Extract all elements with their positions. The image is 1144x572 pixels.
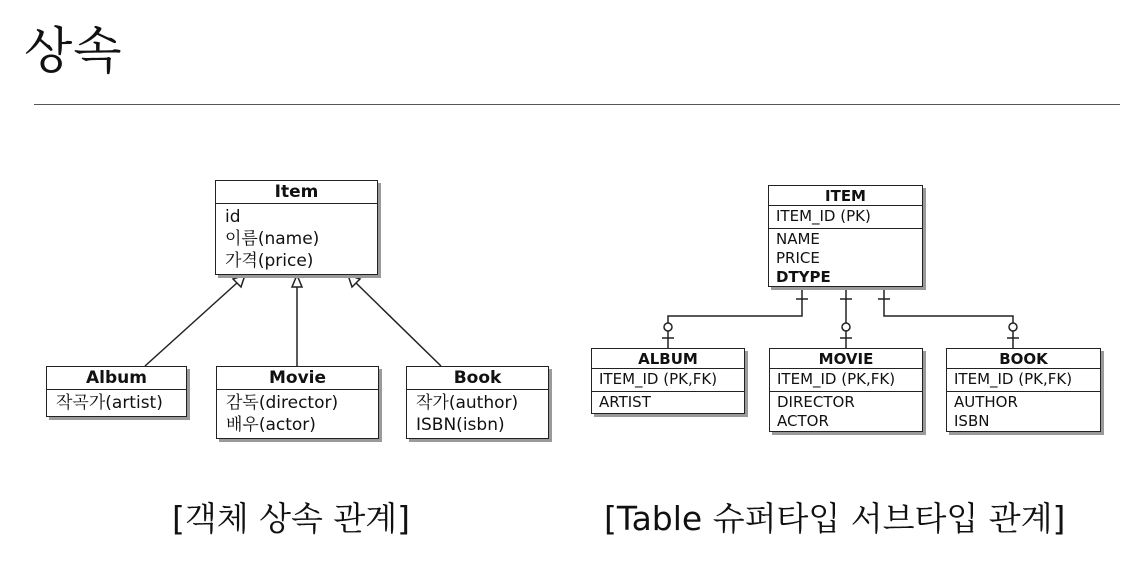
table-item bbox=[768, 185, 923, 287]
class-name: Book bbox=[407, 367, 548, 390]
item-album-relation bbox=[668, 286, 802, 348]
class-name: Album bbox=[47, 367, 186, 390]
table-name: ALBUM bbox=[592, 349, 744, 369]
class-field: ISBN(isbn) bbox=[416, 415, 505, 435]
class-album bbox=[46, 366, 187, 417]
table-pk-column: ITEM_ID (PK,FK) bbox=[777, 370, 896, 388]
class-field: 작가(author) bbox=[416, 393, 519, 413]
table-column: ISBN bbox=[954, 412, 990, 430]
table-pk-column: ITEM_ID (PK) bbox=[776, 207, 871, 225]
item-book-relation bbox=[884, 286, 1013, 348]
book-inheritance-line bbox=[355, 282, 441, 366]
class-book bbox=[406, 366, 549, 439]
class-field: 배우(actor) bbox=[226, 415, 316, 435]
class-field: 감독(director) bbox=[226, 393, 339, 413]
table-column: DTYPE bbox=[776, 268, 831, 286]
table-model-caption: [Table 슈퍼타입 서브타입 관계] bbox=[604, 499, 1066, 538]
class-field: 이름(name) bbox=[225, 229, 320, 249]
table-column: AUTHOR bbox=[954, 393, 1018, 411]
class-movie bbox=[216, 366, 379, 439]
class-item bbox=[215, 180, 378, 275]
table-column: NAME bbox=[776, 230, 820, 248]
class-field: id bbox=[225, 207, 241, 227]
inheritance-arrow-movie bbox=[292, 275, 302, 287]
table-pk-column: ITEM_ID (PK,FK) bbox=[599, 370, 718, 388]
table-movie bbox=[769, 348, 923, 432]
table-column: ACTOR bbox=[777, 412, 829, 430]
table-name: ITEM bbox=[769, 186, 922, 206]
table-name: MOVIE bbox=[770, 349, 922, 369]
table-column: PRICE bbox=[776, 249, 820, 267]
table-album bbox=[591, 348, 745, 414]
page-title: 상속 bbox=[24, 22, 123, 80]
object-model-caption: [객체 상속 관계] bbox=[172, 499, 410, 538]
class-field: 가격(price) bbox=[225, 251, 314, 271]
table-book bbox=[946, 348, 1101, 432]
class-name: Movie bbox=[217, 367, 378, 390]
album-inheritance-line bbox=[145, 282, 238, 366]
table-column: ARTIST bbox=[599, 393, 651, 411]
class-field: 작곡가(artist) bbox=[56, 393, 163, 413]
table-name: BOOK bbox=[947, 349, 1100, 369]
class-name: Item bbox=[216, 181, 377, 204]
table-pk-column: ITEM_ID (PK,FK) bbox=[954, 370, 1073, 388]
table-column: DIRECTOR bbox=[777, 393, 855, 411]
